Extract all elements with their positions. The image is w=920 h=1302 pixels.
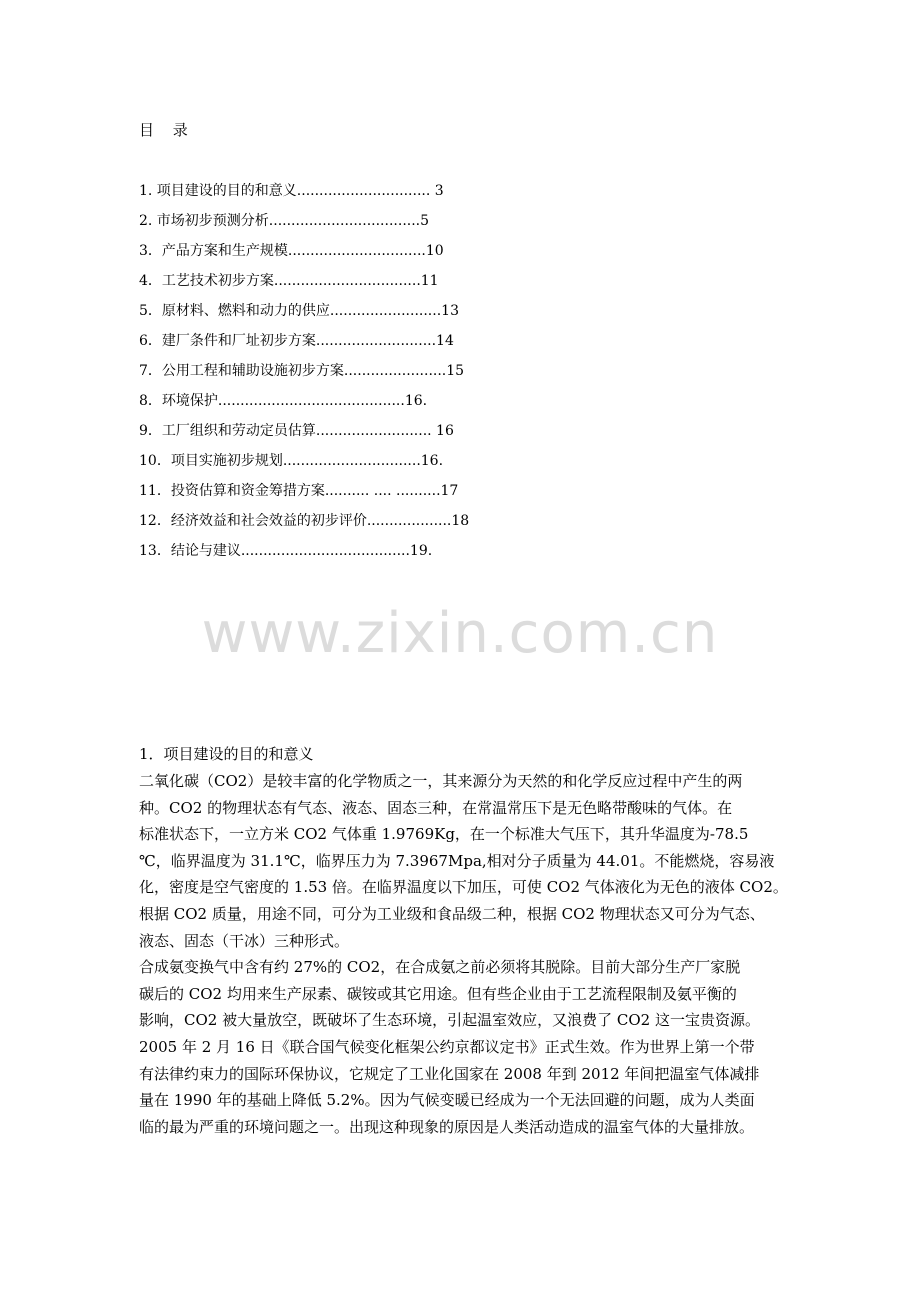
toc-item[interactable]: 2. 市场初步预测分析..................................5 xyxy=(139,213,430,229)
toc-item[interactable]: 10．项目实施初步规划...............................16. xyxy=(139,453,444,469)
toc-item[interactable]: 13．结论与建议......................................19. xyxy=(139,543,433,559)
body-line: 2005 年 2 月 16 日《联合国气候变化框架公约京都议定书》正式生效。作为世界上第一个带 xyxy=(139,1037,755,1056)
body-line: 标准状态下，一立方米 CO2 气体重 1.9769Kg，在一个标准大气压下，其升华温度为-78.5 xyxy=(139,825,749,844)
body-line: 根据 CO2 质量，用途不同，可分为工业级和食品级二种，根据 CO2 物理状态又可分为气态、 xyxy=(139,904,765,923)
body-line: 二氧化碳（CO2）是较丰富的化学物质之一，其来源分为天然的和化学反应过程中产生的两 xyxy=(139,772,743,790)
section-heading: 1．项目建设的目的和意义 xyxy=(139,745,314,763)
body-line: 有法律约束力的国际环保协议，它规定了工业化国家在 2008 年到 2012 年间把温室气体减排 xyxy=(139,1064,760,1083)
body-line: 合成氨变换气中含有约 27%的 CO2，在合成氨之前必须将其脱除。目前大部分生产厂家脱 xyxy=(139,958,741,977)
body-line: 临的最为严重的环境问题之一。出现这种现象的原因是人类活动造成的温室气体的大量排放。 xyxy=(139,1117,755,1136)
toc-title: 目 录 xyxy=(139,121,195,139)
toc-item[interactable]: 6．建厂条件和厂址初步方案...........................14 xyxy=(139,333,454,349)
toc-item[interactable]: 7．公用工程和辅助设施初步方案.......................15 xyxy=(139,363,465,379)
body-line: ℃，临界温度为 31.1℃，临界压力为 7.3967Mpa,相对分子质量为 44.01。不能燃烧，容易液 xyxy=(139,851,775,870)
section-body xyxy=(139,768,791,1140)
toc-item[interactable]: 12．经济效益和社会效益的初步评价...................18 xyxy=(139,513,470,529)
body-line: 化，密度是空气密度的 1.53 倍。在临界温度以下加压，可使 CO2 气体液化为无色的液体 CO2。 xyxy=(139,878,788,897)
body-line: 影响，CO2 被大量放空，既破坏了生态环境，引起温室效应，又浪费了 CO2 这一宝贵资源。 xyxy=(139,1011,760,1030)
toc-item[interactable]: 5．原材料、燃料和动力的供应.........................13 xyxy=(139,303,459,319)
watermark: www.zixin.com.cn xyxy=(201,601,719,666)
body-line: 种。CO2 的物理状态有气态、液态、固态三种，在常温常压下是无色略带酸味的气体。在 xyxy=(139,798,733,817)
body-line: 液态、固态（干冰）三种形式。 xyxy=(139,931,350,950)
toc-item[interactable]: 8．环境保护..........................................16. xyxy=(139,393,428,409)
toc-item[interactable]: 9．工厂组织和劳动定员估算.......................... 16 xyxy=(139,423,454,439)
toc-item[interactable]: 4．工艺技术初步方案.................................11 xyxy=(139,273,439,289)
body-line: 碳后的 CO2 均用来生产尿素、碳铵或其它用途。但有些企业由于工艺流程限制及氨平衡的 xyxy=(139,984,737,1003)
toc-item[interactable]: 3．产品方案和生产规模...............................10 xyxy=(139,243,444,259)
toc-item[interactable]: 11．投资估算和资金筹措方案.......... .... ..........17 xyxy=(139,483,459,499)
toc-item[interactable]: 1. 项目建设的目的和意义.............................. 3 xyxy=(139,183,444,199)
body-line: 量在 1990 年的基础上降低 5.2%。因为气候变暖已经成为一个无法回避的问题，成为人类面 xyxy=(139,1091,755,1110)
toc-list xyxy=(139,176,469,566)
